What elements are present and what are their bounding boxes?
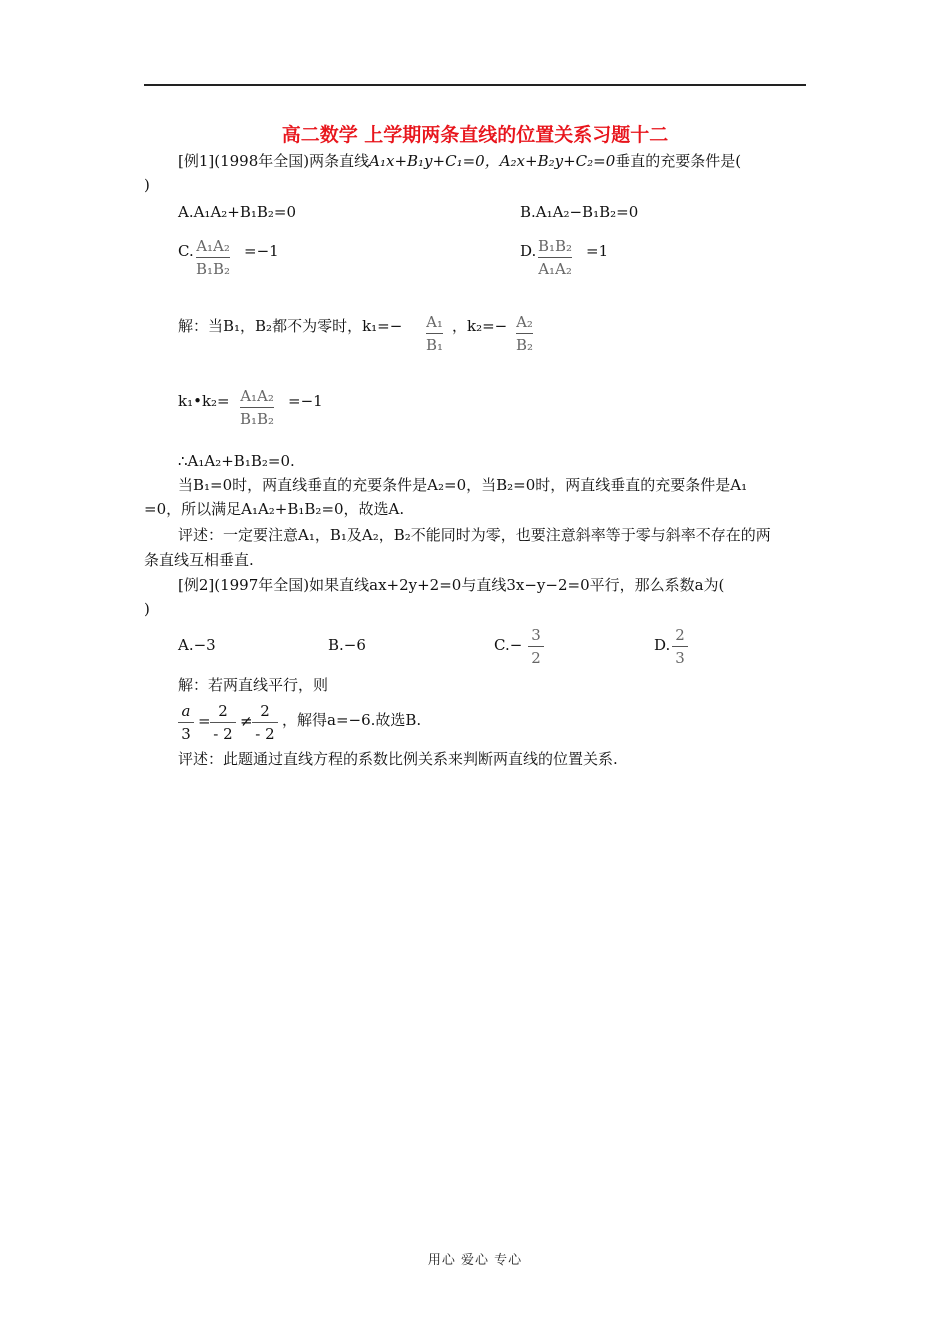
- fraction-denominator: - 2: [255, 725, 275, 743]
- ex1-solution-fraction-2: [516, 312, 533, 355]
- ex1-option-b: B.A₁A₂−B₁B₂=0: [520, 203, 639, 221]
- ex2-fraction-2: [210, 701, 236, 744]
- fraction-bar: [178, 722, 194, 723]
- ex2-result: ，解得a=−6.故选B.: [282, 711, 422, 729]
- ex2-option-c-fraction: [528, 625, 544, 668]
- fraction-numerator: 2: [260, 702, 270, 720]
- fraction-bar: [538, 257, 572, 258]
- ex2-intro: [例2](1997年全国)如果直线ax+2y+2=0与直线3x−y−2=0平行，那么系数a为(: [178, 576, 725, 594]
- page-footer: 用心 爱心 专心: [427, 1253, 523, 1268]
- ex1-option-d-rhs: =1: [586, 242, 609, 260]
- ex1-intro-a: [例1](1998年全国)两条直线: [178, 152, 370, 170]
- fraction-bar: [672, 646, 688, 647]
- fraction-denominator: 2: [531, 649, 541, 667]
- page-title: 高二数学 上学期两条直线的位置关系习题十二: [281, 124, 669, 146]
- ex1-eq2: A₂x+B₂y+C₂=0: [499, 152, 616, 170]
- fraction-bar: [528, 646, 544, 647]
- fraction-denominator: B₂: [516, 336, 534, 354]
- fraction-numerator: B₁B₂: [538, 237, 573, 255]
- ex1-case-line-2: =0，所以满足A₁A₂+B₁B₂=0，故选A.: [144, 500, 405, 518]
- ex1-comment-line-2: 条直线互相垂直.: [144, 551, 254, 569]
- fraction-numerator: 3: [531, 626, 541, 644]
- ex1-product-fraction: [240, 386, 274, 429]
- fraction-bar: [240, 407, 274, 408]
- ex2-option-d-label: D.: [654, 636, 671, 654]
- fraction-numerator: [178, 701, 194, 721]
- fraction-bar: [252, 722, 278, 723]
- ex1-product-rhs: =−1: [288, 392, 323, 410]
- ex1-solution-mid: ，k₂=−: [452, 317, 508, 335]
- ex2-comment: 评述：此题通过直线方程的系数比例关系来判断两直线的位置关系.: [178, 750, 618, 768]
- fraction-numerator: A₁A₂: [240, 387, 274, 405]
- ex2-solution: 解：若两直线平行，则: [178, 676, 329, 694]
- fraction-numerator: A₁: [426, 313, 443, 331]
- ex2-fraction-1: [178, 701, 194, 744]
- fraction-bar: [426, 333, 443, 334]
- ex2-option-d-fraction: [672, 625, 688, 668]
- ex1-close-paren: ): [144, 176, 150, 194]
- ex1-option-a: A.A₁A₂+B₁B₂=0: [178, 203, 297, 221]
- ex1-solution-a: 解：当B₁，B₂都不为零时，k₁=−: [178, 317, 403, 335]
- ex2-not-equal: ≠: [240, 712, 253, 730]
- ex2-fraction-3: [252, 701, 278, 744]
- fraction-denominator: A₁A₂: [538, 260, 572, 278]
- fraction-denominator: B₁: [426, 336, 444, 354]
- fraction-denominator: 3: [675, 649, 685, 667]
- ex1-case-line-1: 当B₁=0时，两直线垂直的充要条件是A₂=0，当B₂=0时，两直线垂直的充要条件是A₁: [178, 476, 748, 494]
- fraction-bar: [516, 333, 533, 334]
- fraction-bar: [210, 722, 236, 723]
- fraction-numerator: A₂: [516, 313, 533, 331]
- ex2-close-paren: ): [144, 600, 150, 618]
- fraction-bar: [196, 257, 230, 258]
- fraction-numerator: A₁A₂: [196, 237, 230, 255]
- ex1-option-d-label: D.: [520, 242, 537, 260]
- ex1-comment-line-1: 评述：一定要注意A₁，B₁及A₂，B₂不能同时为零，也要注意斜率等于零与斜率不存在的两: [178, 526, 771, 544]
- fraction-denominator: - 2: [213, 725, 233, 743]
- ex1-product-lhs: k₁•k₂=: [178, 392, 230, 410]
- ex1-eq1: A₁x+B₁y+C₁=0，: [369, 152, 500, 170]
- header-rule: [144, 84, 806, 86]
- fraction-numerator-value: a: [181, 702, 191, 720]
- ex1-option-c-rhs: =−1: [244, 242, 279, 260]
- fraction-denominator: 3: [181, 725, 191, 743]
- ex1-intro-b: 垂直的充要条件是(: [615, 152, 742, 170]
- ex2-option-b: B.−6: [328, 636, 366, 654]
- ex1-intro: [178, 150, 741, 172]
- ex1-therefore: ∴A₁A₂+B₁B₂=0.: [178, 452, 295, 470]
- ex2-option-c-label: C.−: [494, 636, 523, 654]
- fraction-numerator: 2: [218, 702, 228, 720]
- ex1-option-c-fraction: [196, 236, 230, 279]
- ex1-solution-fraction-1: [426, 312, 443, 355]
- fraction-denominator: B₁B₂: [196, 260, 231, 278]
- fraction-numerator: 2: [675, 626, 685, 644]
- ex1-option-c-label: C.: [178, 242, 194, 260]
- fraction-denominator: B₁B₂: [240, 410, 275, 428]
- ex1-option-d-fraction: [538, 236, 572, 279]
- ex2-equals: =: [198, 712, 211, 730]
- ex2-option-a: A.−3: [178, 636, 216, 654]
